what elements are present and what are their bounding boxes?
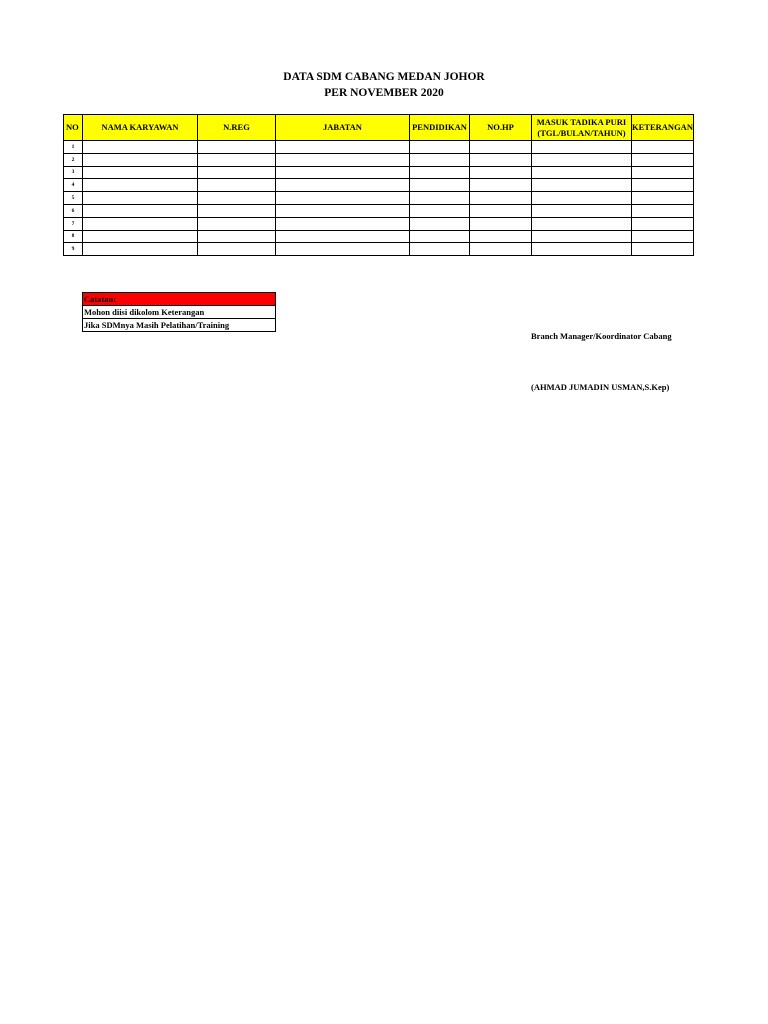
- table-row: [64, 217, 694, 230]
- nama-karyawan-cell[interactable]: [83, 179, 198, 192]
- jabatan-cell[interactable]: [276, 217, 410, 230]
- jabatan-cell[interactable]: [276, 243, 410, 256]
- note-line-2: Jika SDMnya Masih Pelatihan/Training: [83, 318, 275, 331]
- header-masuk-tadika-puri: [532, 115, 632, 141]
- nama-karyawan-cell[interactable]: [83, 243, 198, 256]
- signature-role: Branch Manager/Koordinator Cabang: [531, 331, 672, 341]
- nreg-cell[interactable]: [198, 204, 276, 217]
- nama-karyawan-cell[interactable]: [83, 166, 198, 179]
- nreg-cell[interactable]: [198, 153, 276, 166]
- jabatan-cell[interactable]: [276, 230, 410, 243]
- row-number: 4: [64, 179, 83, 192]
- keterangan-cell[interactable]: [632, 217, 694, 230]
- table-body: [64, 141, 694, 256]
- pendidikan-cell[interactable]: [410, 141, 470, 154]
- header-nama-karyawan: NAMA KARYAWAN: [83, 115, 198, 141]
- masuk-tadika-puri-cell[interactable]: [532, 230, 632, 243]
- row-number: 2: [64, 153, 83, 166]
- masuk-tadika-puri-cell[interactable]: [532, 141, 632, 154]
- keterangan-cell[interactable]: [632, 192, 694, 205]
- pendidikan-cell[interactable]: [410, 230, 470, 243]
- table-row: [64, 192, 694, 205]
- nohp-cell[interactable]: [470, 192, 532, 205]
- nohp-cell[interactable]: [470, 230, 532, 243]
- nama-karyawan-cell[interactable]: [83, 153, 198, 166]
- jabatan-cell[interactable]: [276, 166, 410, 179]
- jabatan-cell[interactable]: [276, 153, 410, 166]
- nama-karyawan-cell[interactable]: [83, 204, 198, 217]
- keterangan-cell[interactable]: [632, 141, 694, 154]
- header-pendidikan: PENDIDIKAN: [410, 115, 470, 141]
- keterangan-cell[interactable]: [632, 179, 694, 192]
- table-row: [64, 204, 694, 217]
- jabatan-cell[interactable]: [276, 141, 410, 154]
- jabatan-cell[interactable]: [276, 204, 410, 217]
- header-nreg: N.REG: [198, 115, 276, 141]
- pendidikan-cell[interactable]: [410, 243, 470, 256]
- nreg-cell[interactable]: [198, 217, 276, 230]
- nohp-cell[interactable]: [470, 179, 532, 192]
- table-row: [64, 166, 694, 179]
- pendidikan-cell[interactable]: [410, 179, 470, 192]
- document-title: DATA SDM CABANG MEDAN JOHOR: [283, 71, 485, 83]
- row-number: 5: [64, 192, 83, 205]
- header-masuk-line1: MASUK TADIKA PURI: [536, 116, 627, 127]
- nama-karyawan-cell[interactable]: [83, 141, 198, 154]
- nreg-cell[interactable]: [198, 230, 276, 243]
- nreg-cell[interactable]: [198, 179, 276, 192]
- keterangan-cell[interactable]: [632, 230, 694, 243]
- pendidikan-cell[interactable]: [410, 153, 470, 166]
- masuk-tadika-puri-cell[interactable]: [532, 217, 632, 230]
- signature-name: (AHMAD JUMADIN USMAN,S.Kep): [531, 382, 670, 392]
- masuk-tadika-puri-cell[interactable]: [532, 243, 632, 256]
- table-row: [64, 230, 694, 243]
- row-number: 1: [64, 141, 83, 154]
- row-number: 6: [64, 204, 83, 217]
- jabatan-cell[interactable]: [276, 179, 410, 192]
- nohp-cell[interactable]: [470, 153, 532, 166]
- header-masuk-line2: (TGL/BULAN/TAHUN): [537, 127, 626, 138]
- table-row: [64, 153, 694, 166]
- header-keterangan: KETERANGAN: [632, 115, 694, 141]
- pendidikan-cell[interactable]: [410, 192, 470, 205]
- document-subtitle: PER NOVEMBER 2020: [324, 87, 444, 99]
- jabatan-cell[interactable]: [276, 192, 410, 205]
- nohp-cell[interactable]: [470, 141, 532, 154]
- row-number: 8: [64, 230, 83, 243]
- nohp-cell[interactable]: [470, 166, 532, 179]
- table-row: [64, 141, 694, 154]
- table-row: [64, 179, 694, 192]
- header-jabatan: JABATAN: [276, 115, 410, 141]
- nreg-cell[interactable]: [198, 166, 276, 179]
- masuk-tadika-puri-cell[interactable]: [532, 166, 632, 179]
- keterangan-cell[interactable]: [632, 243, 694, 256]
- sdm-table: [63, 114, 694, 256]
- note-box: [82, 292, 276, 332]
- nama-karyawan-cell[interactable]: [83, 217, 198, 230]
- nohp-cell[interactable]: [470, 243, 532, 256]
- keterangan-cell[interactable]: [632, 153, 694, 166]
- nohp-cell[interactable]: [470, 217, 532, 230]
- masuk-tadika-puri-cell[interactable]: [532, 179, 632, 192]
- row-number: 7: [64, 217, 83, 230]
- pendidikan-cell[interactable]: [410, 166, 470, 179]
- nreg-cell[interactable]: [198, 243, 276, 256]
- keterangan-cell[interactable]: [632, 166, 694, 179]
- keterangan-cell[interactable]: [632, 204, 694, 217]
- nreg-cell[interactable]: [198, 141, 276, 154]
- nama-karyawan-cell[interactable]: [83, 192, 198, 205]
- table-header-row: [64, 115, 694, 141]
- pendidikan-cell[interactable]: [410, 217, 470, 230]
- row-number: 9: [64, 243, 83, 256]
- masuk-tadika-puri-cell[interactable]: [532, 153, 632, 166]
- nreg-cell[interactable]: [198, 192, 276, 205]
- header-no: NO: [64, 115, 83, 141]
- nohp-cell[interactable]: [470, 204, 532, 217]
- nama-karyawan-cell[interactable]: [83, 230, 198, 243]
- masuk-tadika-puri-cell[interactable]: [532, 192, 632, 205]
- header-nohp: NO.HP: [470, 115, 532, 141]
- masuk-tadika-puri-cell[interactable]: [532, 204, 632, 217]
- row-number: 3: [64, 166, 83, 179]
- table-row: [64, 243, 694, 256]
- pendidikan-cell[interactable]: [410, 204, 470, 217]
- note-heading: Catatan:: [83, 293, 275, 306]
- note-line-1: Mohon diisi dikolom Keterangan: [84, 307, 205, 317]
